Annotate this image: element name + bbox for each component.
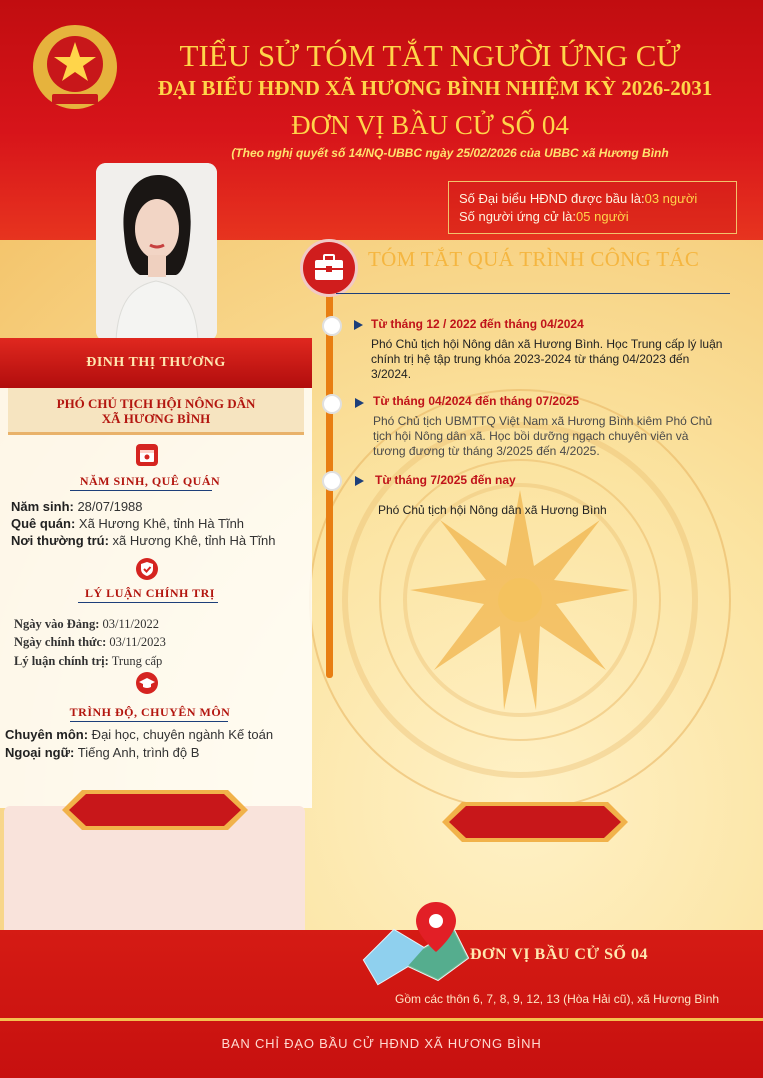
page-subtitle: ĐẠI BIỂU HĐND XÃ HƯƠNG BÌNH NHIỆM KỲ 2026-2031 <box>157 76 713 100</box>
timeline-period: Từ tháng 7/2025 đến nay <box>375 473 516 487</box>
candidate-position <box>8 396 304 426</box>
position-line-1: PHÓ CHỦ TỊCH HỘI NÔNG DÂN <box>56 396 256 411</box>
timeline-line: Phó Chủ tịch UBMTTQ Việt Nam xã Hương Bình kiêm Phó Chủ <box>373 414 713 428</box>
timeline-line: 3/2024. <box>371 367 412 381</box>
divider <box>336 293 730 294</box>
theory-value: Trung cấp <box>108 654 163 668</box>
hometown-row <box>11 516 244 531</box>
residence-value: xã Hương Khê, tỉnh Hà Tĩnh <box>108 533 276 548</box>
map-pin-icon <box>358 900 476 990</box>
politics-section-heading: LÝ LUẬN CHÍNH TRỊ <box>85 586 215 600</box>
official-value: 03/11/2023 <box>106 635 166 649</box>
national-emblem-icon <box>30 22 120 112</box>
birth-row <box>11 499 143 514</box>
candidates-label: Số người ứng cử là: <box>459 209 577 224</box>
arrow-right-icon <box>355 398 364 408</box>
timeline-period: Từ tháng 12 / 2022 đến tháng 04/2024 <box>371 317 584 331</box>
residence-label: Nơi thường trú: <box>11 533 109 548</box>
timeline-description: Phó Chủ tịch hội Nông dân xã Hương Bình <box>378 503 607 517</box>
arrow-right-icon <box>354 320 363 330</box>
footer-divider <box>0 1018 763 1021</box>
elected-count <box>459 191 697 206</box>
birth-value: 28/07/1988 <box>73 499 143 514</box>
party-join-label: Ngày vào Đảng: <box>14 617 100 631</box>
timeline-dot <box>322 394 342 414</box>
hometown-value: Xã Hương Khê, tỉnh Hà Tĩnh <box>75 516 245 531</box>
delegate-count-box <box>448 181 737 234</box>
decorative-banner-right <box>440 800 630 844</box>
briefcase-icon <box>303 242 355 294</box>
work-history-heading: TÓM TẮT QUÁ TRÌNH CÔNG TÁC <box>368 247 700 271</box>
candidate-name: ĐINH THỊ THƯƠNG <box>86 355 226 370</box>
birth-section-heading: NĂM SINH, QUÊ QUÁN <box>79 474 221 488</box>
page-title: TIỂU SỬ TÓM TẮT NGƯỜI ỨNG CỬ <box>179 38 681 73</box>
language-row <box>5 745 199 760</box>
arrow-right-icon <box>355 476 364 486</box>
residence-row <box>11 533 276 548</box>
official-label: Ngày chính thức: <box>14 635 107 649</box>
timeline-line: chính trị hệ tập trung khóa 2023-2024 từ tháng 04/2023 đến <box>371 352 690 366</box>
language-value: Tiếng Anh, trình độ B <box>74 745 200 760</box>
timeline-dot <box>322 316 342 336</box>
footer-organization: BAN CHỈ ĐẠO BẦU CỬ HĐND XÃ HƯƠNG BÌNH <box>221 1036 542 1051</box>
electoral-unit-description: Gồm các thôn 6, 7, 8, 9, 12, 13 (Hòa Hải cũ), xã Hương Bình <box>395 992 720 1006</box>
position-line-2: XÃ HƯƠNG BÌNH <box>101 411 211 426</box>
education-section-heading: TRÌNH ĐỘ, CHUYÊN MÔN <box>69 705 231 719</box>
timeline-line: tương đương từ tháng 3/2025 đến 4/2025. <box>373 444 600 458</box>
timeline-period: Từ tháng 04/2024 đến tháng 07/2025 <box>373 394 580 408</box>
elected-value: 03 người <box>644 191 698 206</box>
language-label: Ngoại ngữ: <box>5 745 75 760</box>
electoral-unit-title: ĐƠN VỊ BẦU CỬ SỐ 04 <box>291 110 569 140</box>
timeline-line: Phó Chủ tịch hội Nông dân xã Hương Bình. Học Trung cấp lý luận <box>371 337 723 351</box>
calendar-icon <box>136 444 158 466</box>
major-row <box>5 727 273 742</box>
major-label: Chuyên môn: <box>5 727 89 742</box>
decorative-banner-left <box>60 788 250 832</box>
timeline-description <box>371 337 756 382</box>
timeline-line: tịch hội Nông dân xã. Học bồi dưỡng ngạch chuyên viên và <box>373 429 689 443</box>
elected-label: Số Đại biểu HĐND được bầu là: <box>459 191 645 206</box>
theory-row <box>14 654 162 669</box>
official-row <box>14 635 166 650</box>
candidate-count <box>459 209 629 224</box>
timeline-description <box>373 414 758 459</box>
candidates-value: 05 người <box>576 209 629 224</box>
electoral-unit-heading: ĐƠN VỊ BẦU CỬ SỐ 04 <box>470 946 648 963</box>
graduation-cap-icon <box>136 672 158 694</box>
divider <box>78 602 218 603</box>
theory-label: Lý luận chính trị: <box>14 654 109 668</box>
divider <box>70 721 228 722</box>
divider <box>70 490 212 491</box>
birth-label: Năm sinh: <box>11 499 74 514</box>
timeline-dot <box>322 471 342 491</box>
party-join-row <box>14 617 159 632</box>
hometown-label: Quê quán: <box>11 516 76 531</box>
resolution-note: (Theo nghị quyết số 14/NQ-UBBC ngày 25/02/2026 của UBBC xã Hương Bình <box>231 146 669 160</box>
major-value: Đại học, chuyên ngành Kế toán <box>88 727 274 742</box>
party-join-value: 03/11/2022 <box>99 617 160 631</box>
shield-icon <box>136 558 158 580</box>
candidate-photo <box>96 163 217 341</box>
